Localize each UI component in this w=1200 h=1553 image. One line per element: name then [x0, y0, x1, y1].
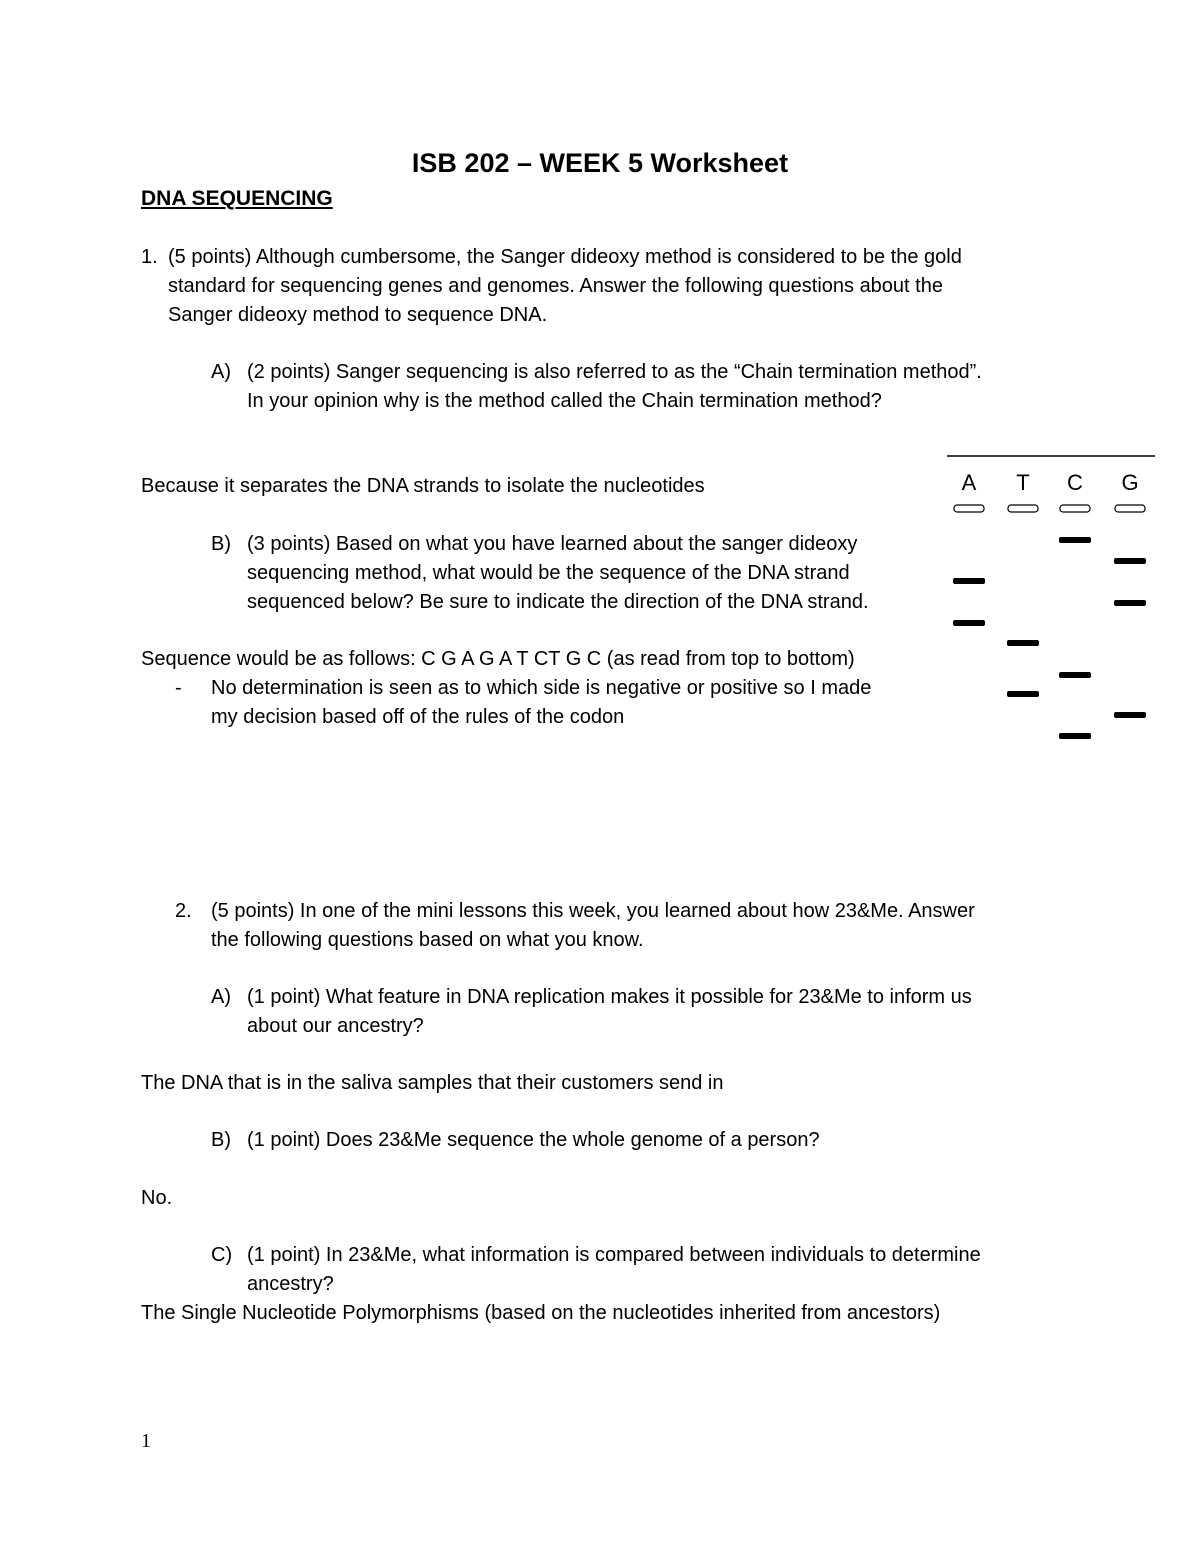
question-1b-line: sequencing method, what would be the sequence of the DNA strand: [247, 562, 850, 584]
lane-label-A: A: [961, 470, 977, 495]
well-T: [1008, 505, 1038, 512]
section-heading: DNA SEQUENCING: [141, 187, 333, 210]
question-1a-label: A): [211, 361, 231, 383]
band-T: [1007, 691, 1039, 697]
band-G: [1114, 558, 1146, 564]
lane-label-T: T: [1016, 470, 1030, 495]
well-G: [1115, 505, 1145, 512]
band-C: [1059, 672, 1091, 678]
band-C: [1059, 537, 1091, 543]
answer-1a: Because it separates the DNA strands to isolate the nucleotides: [141, 475, 705, 497]
page-title: ISB 202 – WEEK 5 Worksheet: [411, 148, 789, 178]
question-2a-line: (1 point) What feature in DNA replication makes it possible for 23&Me to inform us: [247, 986, 972, 1008]
question-1-line: (5 points) Although cumbersome, the Sanger dideoxy method is considered to be the gold: [168, 246, 962, 268]
answer-1b-note: my decision based off of the rules of the codon: [211, 706, 625, 728]
band-A: [953, 620, 985, 626]
question-2a-label: A): [211, 986, 231, 1008]
lane-label-C: C: [1067, 470, 1083, 495]
question-2-number: 2.: [175, 900, 192, 922]
question-2a-line: about our ancestry?: [247, 1015, 424, 1037]
well-A: [954, 505, 984, 512]
question-2c-line: ancestry?: [247, 1273, 334, 1295]
question-1-number: 1.: [141, 246, 158, 268]
answer-1b-bullet: -: [175, 677, 182, 699]
question-1b-line: sequenced below? Be sure to indicate the direction of the DNA strand.: [247, 591, 869, 613]
answer-1b: Sequence would be as follows: C G A G A T CT G C (as read from top to bottom): [141, 648, 855, 670]
question-2c-label: C): [211, 1244, 233, 1266]
question-2-line: (5 points) In one of the mini lessons this week, you learned about how 23&Me. Answer: [211, 900, 975, 922]
band-T: [1007, 640, 1039, 646]
answer-2b: No.: [141, 1187, 173, 1209]
lane-label-G: G: [1121, 470, 1139, 495]
question-1a-line: (2 points) Sanger sequencing is also referred to as the “Chain termination method”.: [247, 361, 982, 383]
band-C: [1059, 733, 1091, 739]
band-G: [1114, 600, 1146, 606]
question-1a-line: In your opinion why is the method called the Chain termination method?: [247, 390, 882, 412]
page-number: 1: [141, 1430, 151, 1452]
answer-1b-note: No determination is seen as to which side is negative or positive so I made: [211, 677, 872, 699]
band-G: [1114, 712, 1146, 718]
band-A: [953, 578, 985, 584]
question-1-line: Sanger dideoxy method to sequence DNA.: [168, 304, 548, 326]
answer-2c: The Single Nucleotide Polymorphisms (based on the nucleotides inherited from ancestors): [141, 1302, 941, 1324]
question-2b-label: B): [211, 1129, 231, 1151]
question-2b-line: (1 point) Does 23&Me sequence the whole genome of a person?: [247, 1129, 820, 1151]
question-1b-label: B): [211, 533, 231, 555]
question-1b-line: (3 points) Based on what you have learned about the sanger dideoxy: [247, 533, 858, 555]
question-2-line: the following questions based on what you know.: [211, 929, 644, 951]
well-C: [1060, 505, 1090, 512]
answer-2a: The DNA that is in the saliva samples that their customers send in: [141, 1072, 724, 1094]
question-2c-line: (1 point) In 23&Me, what information is compared between individuals to determine: [247, 1244, 981, 1266]
question-1-line: standard for sequencing genes and genomes. Answer the following questions about the: [168, 275, 943, 297]
